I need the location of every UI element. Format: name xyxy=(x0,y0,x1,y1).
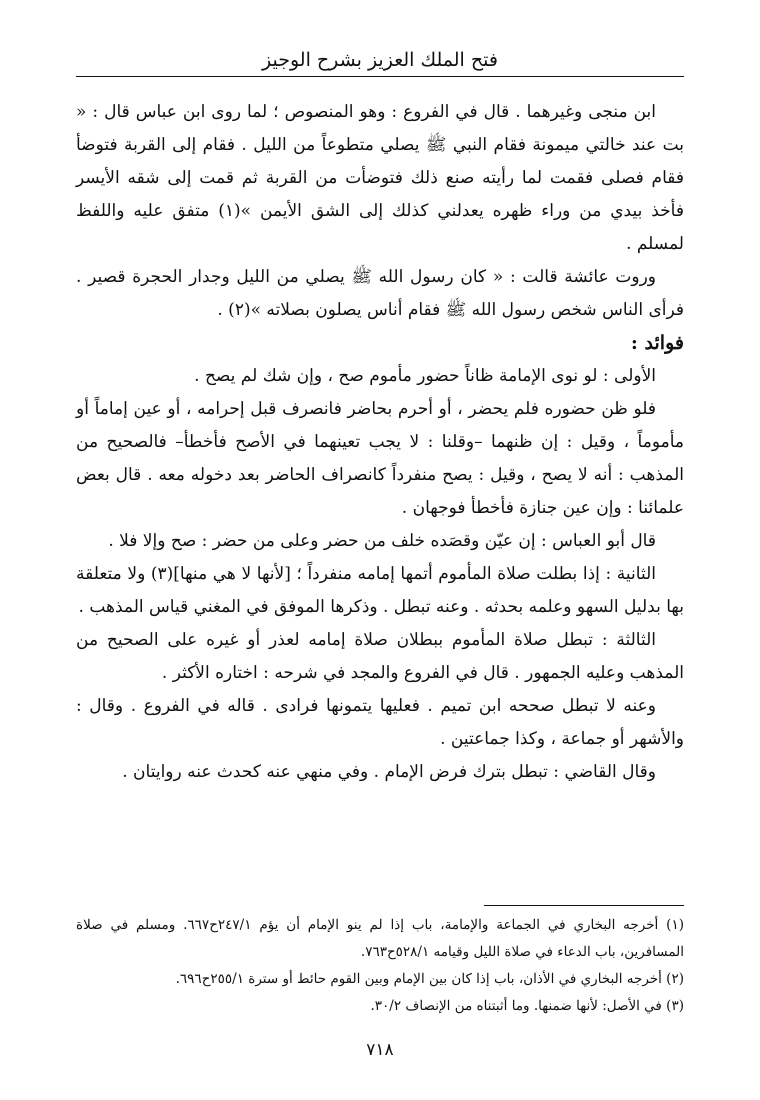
paragraph-9: وقال القاضي : تبطل بترك فرض الإمام . وفي منهي عنه كحدث عنه روايتان . xyxy=(122,762,656,782)
section-heading: فوائد : xyxy=(630,332,684,354)
paragraph-5: قال أبو العباس : إن عيّن وقصَده خلف من حضر وعلى من حضر : صح وإلا فلا . xyxy=(108,531,656,551)
footnotes xyxy=(76,912,684,1020)
paragraph-3: الأولى : لو نوى الإمامة ظاناً حضور مأموم صح ، وإن شك لم يصح . xyxy=(194,366,656,386)
footnote-3: (٣) في الأصل: لأنها ضمنها. وما أثبتناه من الإنصاف ٣٠/٢. xyxy=(370,998,684,1014)
running-header xyxy=(76,46,684,74)
paragraph-8: وعنه لا تبطل صححه ابن تميم . فعليها يتمونها فرادى . قاله في الفروع . وقال : والأشهر أو جماعة ، وكذا جماعتين . xyxy=(76,696,684,749)
paragraph-6: الثانية : إذا بطلت صلاة المأموم أتمها إمامه منفرداً ؛ [لأنها لا هي منها](٣) ولا متعلقة بها بدليل السهو وعلمه بحدثه . وعنه تبطل . وذكرها الموفق في المغني قياس المذهب . xyxy=(76,564,684,617)
footnote-rule xyxy=(484,905,684,906)
footnote-2: (٢) أخرجه البخاري في الأذان، باب إذا كان بين الإمام وبين القوم حائط أو سترة ٢٥٥/١ح٦٩٦. xyxy=(175,971,684,987)
page-number: ٧١٨ xyxy=(366,1040,394,1060)
paragraph-7: الثالثة : تبطل صلاة المأموم ببطلان صلاة إمامه لعذر أو غيره على الصحيح من المذهب وعليه الجمهور . قال في الفروع والمجد في شرحه : اختاره الأكثر . xyxy=(76,630,684,683)
paragraph-1: ابن منجى وغيرهما . قال في الفروع : وهو المنصوص ؛ لما روى ابن عباس قال : « بت عند خالتي ميمونة فقام النبي ﷺ يصلي متطوعاً من الليل . فقام إلى القربة فتوضأ فقام فصلى فقمت لما رأيته صنع ذلك فتوضأت من القربة ثم قمت إلى شقه الأيسر فأخذ بيدي من وراء ظهره يعدلني كذلك إلى الشق الأيمن »(١) متفق عليه واللفظ لمسلم . xyxy=(76,102,684,254)
main-text xyxy=(76,96,684,789)
book-title: فتح الملك العزيز بشرح الوجيز xyxy=(262,49,498,71)
paragraph-4: فلو ظن حضوره فلم يحضر ، أو أحرم بحاضر فانصرف قبل إحرامه ، أو عين إماماً أو مأموماً ، وقيل : إن ظنهما –وقلنا : لا يجب تعينهما في الأصح فأخطأ– فالصحيح من المذهب : أنه لا يصح ، وقيل : يصح منفرداً كانصراف الحاضر بعد دخوله معه . قال بعض علمائنا : وإن عين جنازة فأخطأ فوجهان . xyxy=(76,399,685,518)
header-rule xyxy=(76,76,684,77)
paragraph-2: وروت عائشة قالت : « كان رسول الله ﷺ يصلي من الليل وجدار الحجرة قصير . فرأى الناس شخص رسول الله ﷺ فقام أناس يصلون بصلاته »(٢) . xyxy=(76,267,684,320)
footnote-1: (١) أخرجه البخاري في الجماعة والإمامة، باب إذا لم ينو الإمام أن يؤم ٢٤٧/١ح٦٦٧. ومسلم في صلاة المسافرين، باب الدعاء في صلاة الليل وقيامه ٥٢٨/١ح٧٦٣. xyxy=(76,917,684,960)
